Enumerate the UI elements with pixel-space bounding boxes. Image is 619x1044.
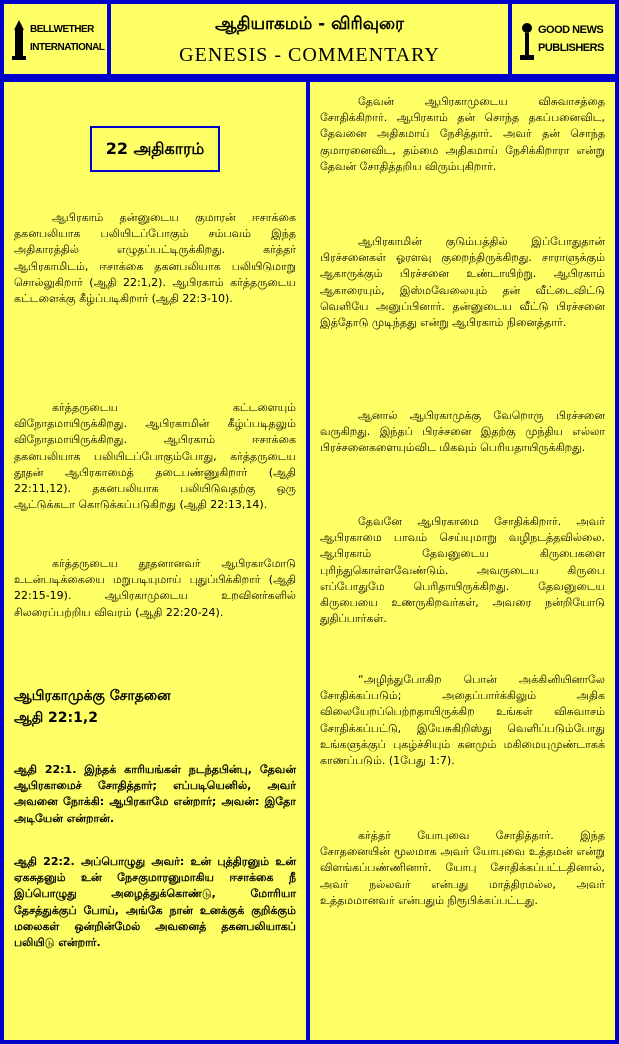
bell-tower-icon (12, 20, 26, 60)
section-heading-title: ஆபிரகாமுக்கு சோதனை (14, 688, 171, 704)
title-tamil: ஆதியாகமம் - விரிவுரை (215, 14, 404, 34)
commentary-paragraph-2: ஆபிரகாமின் குடும்பத்தில் இப்போதுதான் பிரச்சனைகள் ஓரளவு குறைந்திருக்கிறது. சாராளுக்கும் ஆகாருக்கும் பிரச்சனை உண்டாயிற்று. ஆபிரகாம் ஆகாரையும், இஸ்மவேலையும் தன் வீட்டைவிட்டு வெளியே அனுப்பினார். தன்னுடைய வீட்டு பிரச்சனை இத்தோடு முடிந்தது என்று ஆபிரகாம் நினைத்தார். (320, 235, 605, 330)
scripture-quote-paragraph: “அழிந்துபோகிற பொன் அக்கினியினாலே சோதிக்கப்படும்; அதைப்பார்க்கிலும் அதிக விலையேறப்பெற்றதாயிருக்கிற உங்கள் விசுவாசம் சோதிக்கப்பட்டு, இயேசுகிறிஸ்து வெளிப்படும்போது உங்களுக்குப் புகழ்ச்சியும் கனமும் மகிமையுமுண்டாகக் காணப்படும். (1பேது 1:7). (320, 673, 605, 768)
header-right-logo-panel (512, 4, 615, 74)
verse-22-2: ஆதி 22:2. அப்பொழுது அவர்: உன் புத்திரனும் உன் ஏகசுதனும் உன் நேசகுமாரனுமாகிய ஈசாக்கை நீ இப்பொழுது அழைத்துக்கொண்டு, மோரியா தேசத்துக்குப் போய், அங்கே நான் உனக்குக் குறிக்கும் மலைகள் ஒன்றின்மேல் அவனைத் தகனபலியாகப் பலியிடு என்றார். (14, 855, 296, 950)
bellwether-logo (10, 18, 105, 62)
lamp-icon (520, 20, 534, 60)
logo-line-1: BELLWETHER (30, 24, 94, 35)
title-english: GENESIS - COMMENTARY (179, 44, 440, 66)
section-heading-reference: ஆதி 22:1,2 (14, 710, 98, 726)
commentary-paragraph-1: தேவன் ஆபிரகாமுடைய விசுவாசத்தை சோதிக்கிறார். ஆபிரகாம் தன் சொந்த தகப்பனைவிட, தேவனை அதிகமாய் நேசித்தார். அவர் தன் சொந்த குமாரனைவிட, தம்மை அதிகமாய் நேசிக்கிறாரா என்று தேவன் சோதித்தறிய விரும்புகிறார். (320, 95, 605, 173)
chapter-title: 22 அதிகாரம் (105, 139, 205, 158)
header-title-panel (111, 4, 508, 74)
logo-line-2: INTERNATIONAL (30, 42, 105, 53)
section-heading (14, 685, 296, 729)
intro-paragraph-1: ஆபிரகாம் தன்னுடைய குமாரன் ஈசாக்கை தகனபலியாக பலியிடப்போகும் சம்பவம் இந்த அதிகாரத்தில் எழுதப்பட்டிருக்கிறது. கர்த்தர் ஆபிரகாமிடம், ஈசாக்கை தகனபலியாக பலியிடுமாறு சொல்லுகிறார் (ஆதி 22:1,2). ஆபிரகாம் கர்த்தருடைய கட்டளைக்கு கீழ்ப்படிகிறார் (ஆதி 22:3-10). (14, 211, 296, 306)
intro-paragraph-2: கர்த்தருடைய கட்டளையும் விநோதமாயிருக்கிறது. ஆபிரகாமின் கீழ்ப்படிதலும் விநோதமாயிருக்கிறது. ஆபிரகாம் ஈசாக்கை தகனபலியாக பலியிடப்போகும்போது, கர்த்தருடைய தூதன் ஆபிரகாமைத் தடைபண்ணுகிறார் (ஆதி 22:11,12). தகனபலியாக பலியிடுவதற்கு ஒரு ஆட்டுக்கடா கொடுக்கப்படுகிறது (ஆதி 22:13,14). (14, 401, 296, 512)
commentary-paragraph-6: கர்த்தர் யோபுவை சோதித்தார். இந்த சோதனையின் மூலமாக அவர் யோபுவை உத்தமன் என்று விளங்கப்பண்ணினார். யோபு சோதிக்கப்பட்டதினால், அவர் நல்லவர் என்பது மாத்திரமல்ல, அவர் உத்தமமானவர் என்பதும் நிரூபிக்கப்பட்டது. (320, 829, 605, 907)
left-column (4, 82, 306, 1040)
chapter-title-box (90, 126, 220, 172)
verse-22-1: ஆதி 22:1. இந்தக் காரியங்கள் நடந்தபின்பு, தேவன் ஆபிரகாமைச் சோதித்தார்; எப்படியெனில், அவர் அவனை நோக்கி: ஆபிரகாமே என்றார்; அவன்: இதோ அடியேன் என்றான். (14, 763, 296, 825)
intro-paragraph-3: கர்த்தருடைய தூதனானவர் ஆபிரகாமோடு உடன்படிக்கையை மறுபடியுமாய் புதுப்பிக்கிறார் (ஆதி 22:15-19). ஆபிரகாமுடைய உறவினர்களில் சிலரைப்பற்றிய விவரம் (ஆதி 22:20-24). (14, 557, 296, 619)
logo-line-2: PUBLISHERS (538, 42, 604, 54)
logo-line-1: GOOD NEWS (538, 24, 604, 36)
right-column (310, 82, 615, 1040)
header-left-logo-panel (4, 4, 107, 74)
commentary-paragraph-4: தேவனே ஆபிரகாமை சோதிக்கிறார். அவர் ஆபிரகாமை பாவம் செய்யுமாறு வழிநடத்தவில்லை. ஆபிரகாம் தேவனுடைய கிருபைகளை புரிந்துகொள்ளவேண்டும். அவருடைய கிருபை எப்போதுமே பெரிதாயிருக்கிறது. தேவனுடைய கிருபையை உணருகிறவர்கள், அவரை நன்றியோடு துதிப்பார்கள். (320, 515, 605, 626)
good-news-publishers-logo (518, 18, 608, 62)
commentary-paragraph-3: ஆனால் ஆபிரகாமுக்கு வேறொரு பிரச்சனை வருகிறது. இந்தப் பிரச்சனை இதற்கு முந்திய எல்லா பிரச்சனைகளையும்விட மிகவும் பெரியதாயிருக்கிறது. (320, 409, 605, 455)
